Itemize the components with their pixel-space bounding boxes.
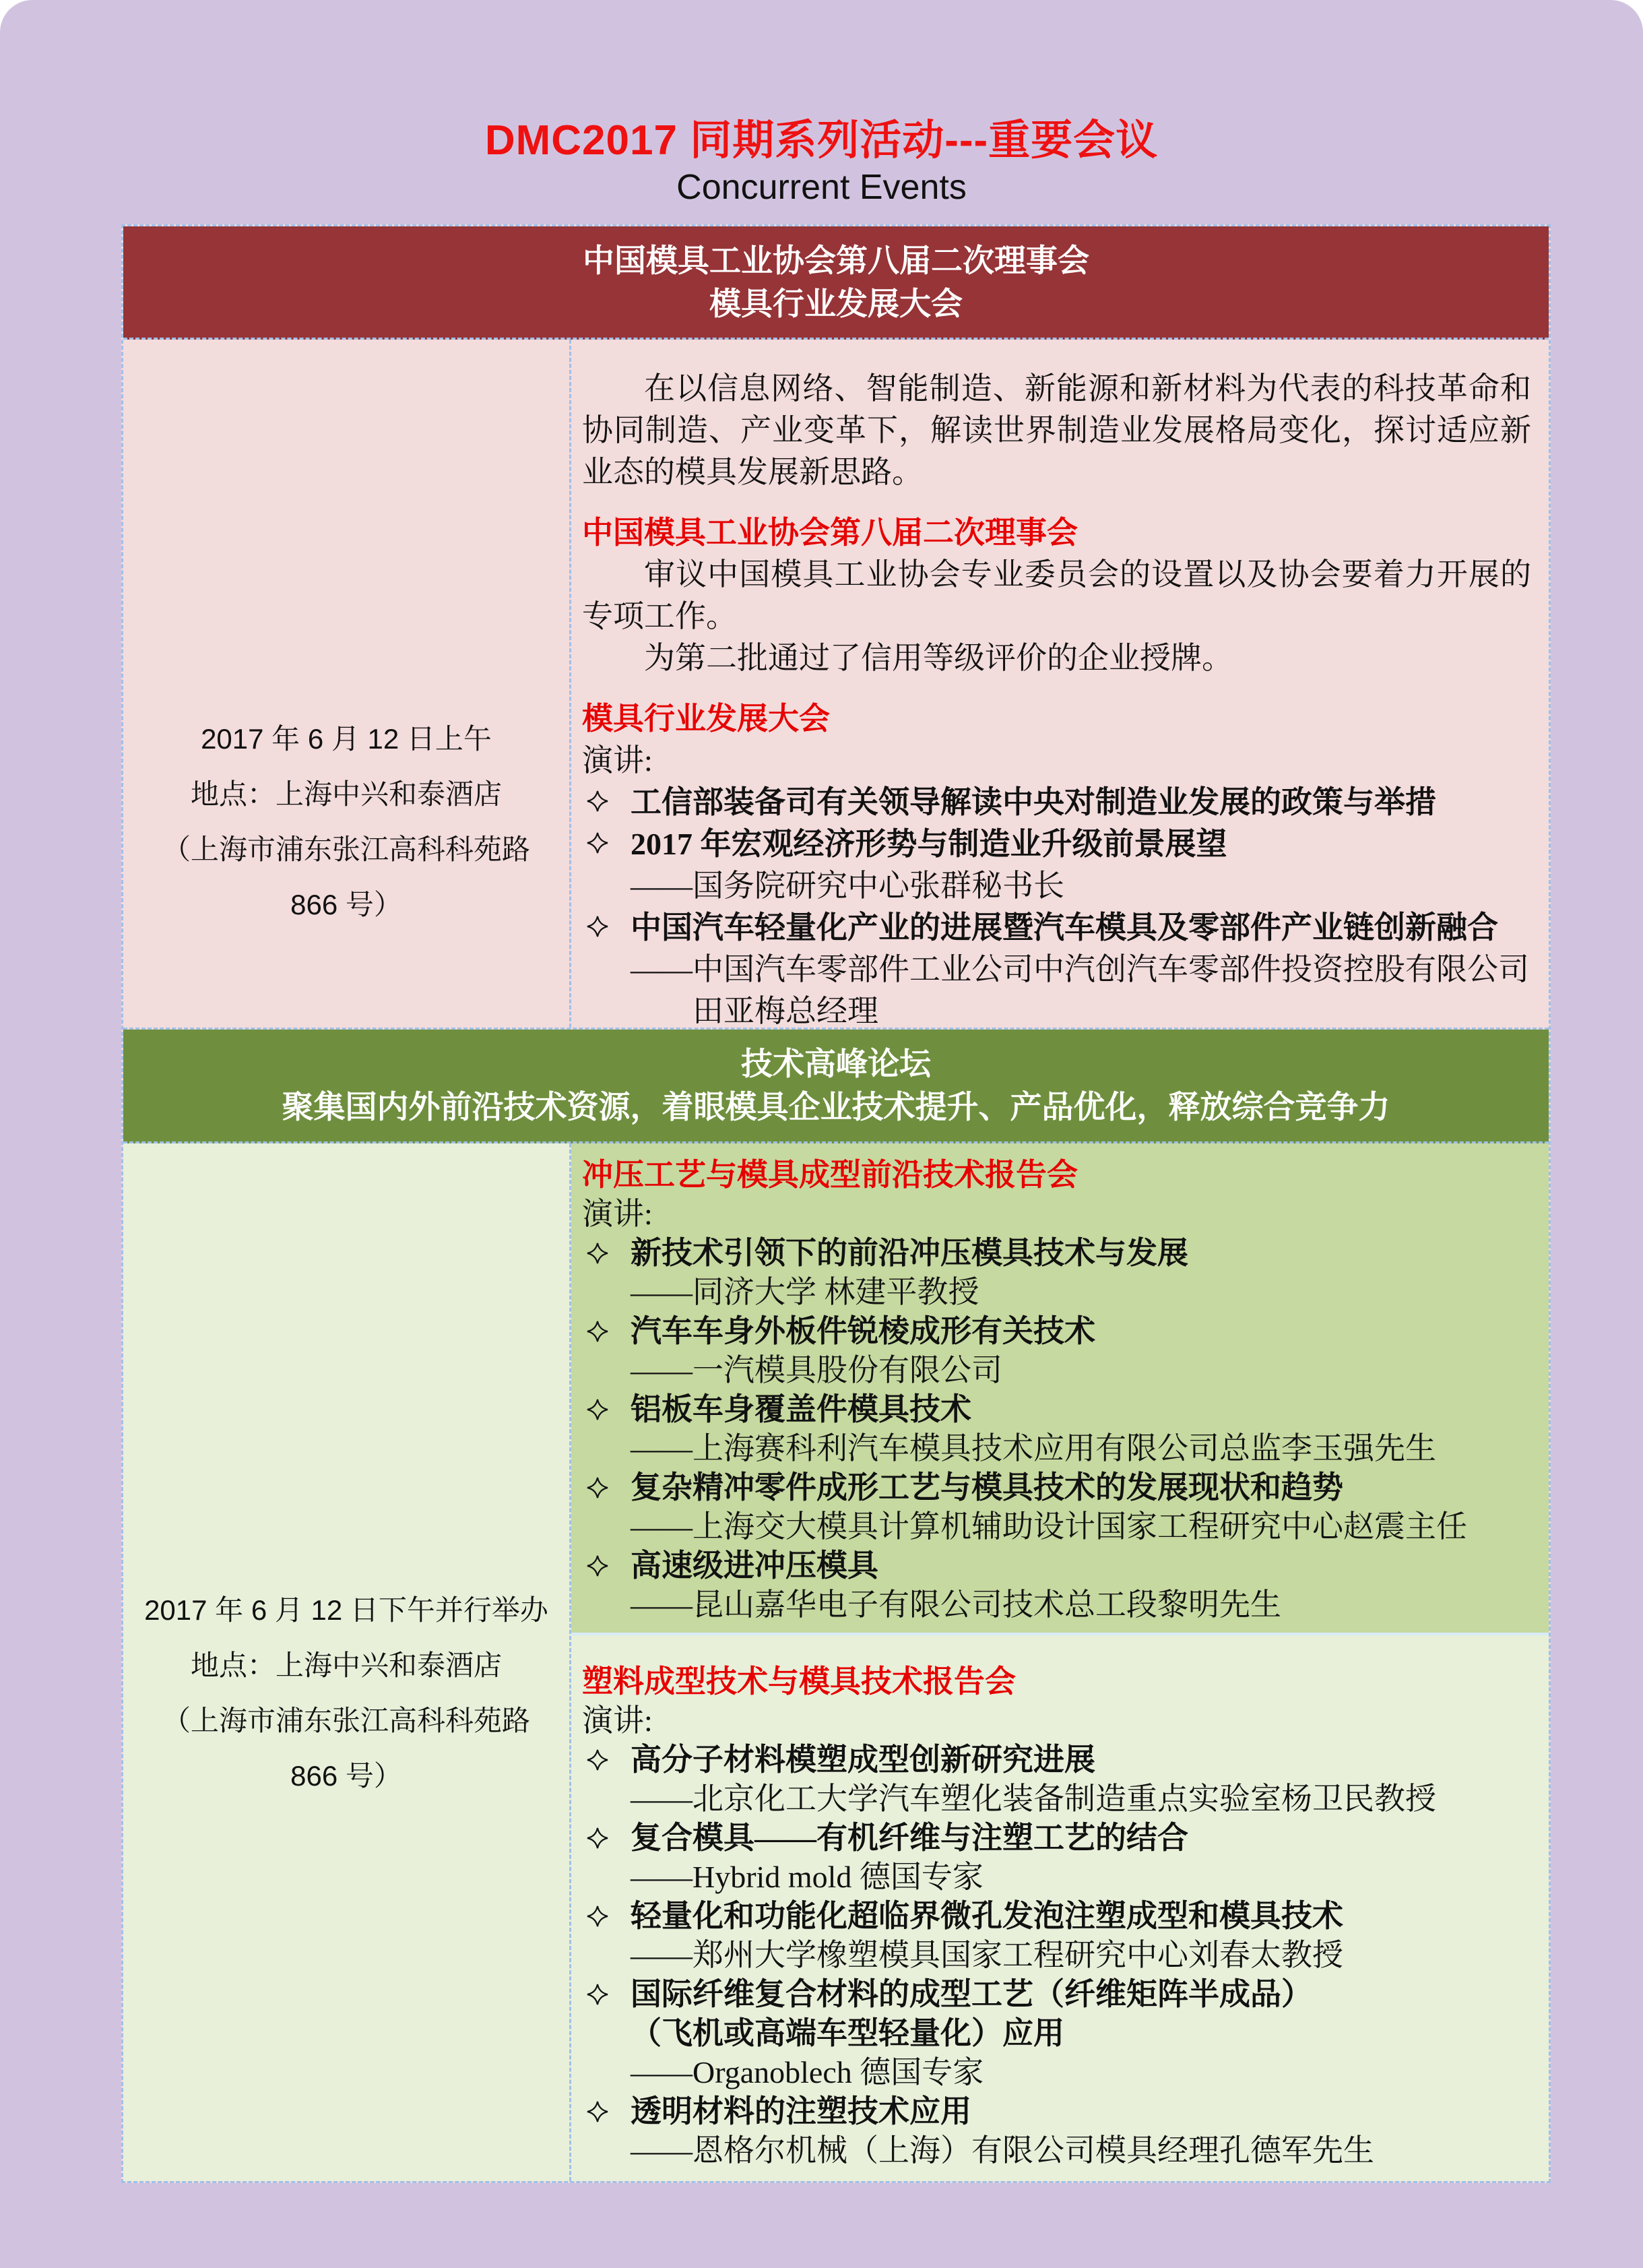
bullet-title: 汽车车身外板件锐棱成形有关技术 — [631, 1314, 1095, 1348]
diamond-bullet-icon — [582, 1546, 631, 1577]
diamond-bullet-icon — [582, 1819, 631, 1850]
bullet-body — [631, 1819, 1531, 1897]
schedule-address-line1: （上海市浦东张江高科科苑路 — [162, 833, 530, 865]
schedule-block — [162, 712, 530, 933]
bullet-title: 新技术引领下的前沿冲压模具技术与发展 — [631, 1236, 1188, 1270]
bullet-item — [582, 1390, 1531, 1468]
bullet-item — [582, 1740, 1531, 1819]
bullet-speaker: ——昆山嘉华电子有限公司技术总工段黎明先生 — [631, 1587, 1281, 1622]
stamping-heading: 冲压工艺与模具成型前沿技术报告会 — [582, 1158, 1078, 1192]
bullet-body — [631, 1234, 1531, 1312]
tech-forum-row — [123, 1143, 1549, 2181]
bullet-title: 工信部装备司有关领导解读中央对制造业发展的政策与举措 — [631, 785, 1436, 819]
bullet-body — [631, 1390, 1531, 1468]
bullet-title-line2: （飞机或高端车型轻量化）应用 — [631, 2016, 1064, 2050]
council-heading: 中国模具工业协会第八届二次理事会 — [582, 515, 1078, 550]
diamond-bullet-icon — [582, 1468, 631, 1499]
bullet-title: 2017 年宏观经济形势与制造业升级前景展望 — [631, 827, 1227, 861]
bullet-body — [631, 1897, 1531, 1975]
bullet-speaker: ——上海交大模具计算机辅助设计国家工程研究中心赵震主任 — [631, 1509, 1467, 1544]
diamond-bullet-icon — [582, 823, 631, 854]
tech-forum-header-line1: 技术高峰论坛 — [741, 1046, 931, 1081]
schedule-date: 2017 年 6 月 12 日上午 — [201, 723, 492, 755]
bullet-speaker: ——Organoblech 德国专家 — [631, 2055, 984, 2089]
schedule-date: 2017 年 6 月 12 日下午并行举办 — [144, 1594, 548, 1626]
bullet-item — [582, 823, 1531, 907]
board-meeting-header-line2: 模具行业发展大会 — [709, 285, 963, 321]
diamond-bullet-icon — [582, 1234, 631, 1265]
bullet-speaker: ——北京化工大学汽车塑化装备制造重点实验室杨卫民教授 — [631, 1782, 1436, 1816]
spacer — [582, 493, 1531, 512]
schedule-venue: 地点：上海中兴和泰酒店 — [190, 778, 502, 810]
bullet-item — [582, 1975, 1531, 2092]
speech-label: 演讲: — [582, 1197, 653, 1231]
schedule-address-line2: 866 号） — [290, 889, 402, 920]
diamond-bullet-icon — [582, 1897, 631, 1928]
bullet-item — [582, 2092, 1531, 2170]
diamond-bullet-icon — [582, 782, 631, 813]
bullet-body — [631, 1975, 1531, 2092]
bullet-item — [582, 1897, 1531, 1975]
doc-title: DMC2017 同期系列活动---重要会议 — [484, 117, 1159, 164]
bullet-speaker: ——上海赛科利汽车模具技术应用有限公司总监李玉强先生 — [631, 1431, 1436, 1466]
spacer — [582, 679, 1531, 698]
conference-heading: 模具行业发展大会 — [582, 701, 830, 736]
council-paragraph-2: 为第二批通过了信用等级评价的企业授牌。 — [644, 641, 1233, 675]
diamond-bullet-icon — [582, 907, 631, 938]
bullet-speaker: ——同济大学 林建平教授 — [631, 1275, 979, 1309]
bullet-speaker: ——郑州大学橡塑模具国家工程研究中心刘春太教授 — [631, 1938, 1343, 1972]
events-table — [121, 224, 1551, 2183]
diamond-bullet-icon — [582, 1740, 631, 1771]
bullet-item — [582, 1234, 1531, 1312]
tech-forum-header-line2: 聚集国内外前沿技术资源，着眼模具企业技术提升、产品优化，释放综合竞争力 — [282, 1089, 1390, 1125]
diamond-bullet-icon — [582, 2092, 631, 2123]
bullet-title: 轻量化和功能化超临界微孔发泡注塑成型和模具技术 — [631, 1899, 1343, 1933]
bullet-body — [631, 782, 1531, 823]
diamond-bullet-icon — [582, 1312, 631, 1343]
stamping-report-block — [571, 1143, 1549, 1633]
tech-forum-header — [123, 1030, 1549, 1143]
board-meeting-header — [123, 226, 1549, 340]
bullet-item — [582, 1819, 1531, 1897]
schedule-venue: 地点：上海中兴和泰酒店 — [190, 1649, 502, 1681]
bullet-title: 中国汽车轻量化产业的进展暨汽车模具及零部件产业链创新融合 — [631, 910, 1498, 945]
board-meeting-content-cell — [571, 340, 1549, 1028]
plastics-heading: 塑料成型技术与模具技术报告会 — [582, 1664, 1016, 1699]
bullet-item — [582, 1468, 1531, 1546]
bullet-title: 透明材料的注塑技术应用 — [631, 2094, 971, 2129]
tech-forum-schedule-cell — [123, 1143, 571, 2181]
bullet-title: 复合模具——有机纤维与注塑工艺的结合 — [631, 1821, 1188, 1855]
bullet-body — [631, 1468, 1531, 1546]
bullet-title: 复杂精冲零件成形工艺与模具技术的发展现状和趋势 — [631, 1470, 1343, 1505]
speech-label: 演讲: — [582, 1703, 653, 1738]
bullet-title: 铝板车身覆盖件模具技术 — [631, 1392, 971, 1426]
schedule-address-line1: （上海市浦东张江高科科苑路 — [162, 1705, 530, 1736]
bullet-item — [582, 782, 1531, 823]
bullet-body — [631, 1312, 1531, 1390]
diamond-bullet-icon — [582, 1975, 631, 2006]
bullet-speaker-name: 田亚梅总经理 — [692, 994, 878, 1028]
bullet-item — [582, 907, 1531, 1028]
bullet-body — [631, 907, 1531, 1028]
tech-forum-content-column — [571, 1143, 1549, 2181]
bullet-title: 高分子材料模塑成型创新研究进展 — [631, 1742, 1095, 1777]
bullet-title: 国际纤维复合材料的成型工艺（纤维矩阵半成品） — [631, 1977, 1312, 2011]
doc-subtitle: Concurrent Events — [676, 168, 967, 207]
bullet-body — [631, 823, 1531, 907]
plastics-report-block — [571, 1633, 1549, 2181]
bullet-title: 高速级进冲压模具 — [631, 1548, 878, 1583]
bullet-item — [582, 1312, 1531, 1390]
speech-label: 演讲: — [582, 743, 653, 778]
schedule-block — [144, 1583, 548, 1804]
bullet-speaker: ——恩格尔机械（上海）有限公司模具经理孔德军先生 — [631, 2133, 1374, 2168]
bullet-speaker: ——中国汽车零部件工业公司中汽创汽车零部件投资控股有限公司 — [631, 952, 1529, 986]
diamond-bullet-icon — [582, 1390, 631, 1421]
bullet-body — [631, 1740, 1531, 1819]
intro-paragraph: 在以信息网络、智能制造、新能源和新材料为代表的科技革命和协同制造、产业变革下，解读世界制造业发展格局变化，探讨适应新业态的模具发展新思路。 — [582, 371, 1531, 489]
board-meeting-header-line1: 中国模具工业协会第八届二次理事会 — [583, 242, 1089, 278]
bullet-speaker: ——Hybrid mold 德国专家 — [631, 1860, 984, 1894]
bullet-body — [631, 1546, 1531, 1625]
board-meeting-row — [123, 340, 1549, 1030]
schedule-address-line2: 866 号） — [290, 1760, 402, 1792]
board-meeting-schedule-cell — [123, 340, 571, 1028]
bullet-item — [582, 1546, 1531, 1625]
bullet-body — [631, 2092, 1531, 2170]
bullet-speaker: ——一汽模具股份有限公司 — [631, 1353, 1002, 1387]
bullet-speaker: ——国务院研究中心张群秘书长 — [631, 869, 1064, 903]
council-paragraph-1: 审议中国模具工业协会专业委员会的设置以及协会要着力开展的专项工作。 — [582, 557, 1531, 633]
